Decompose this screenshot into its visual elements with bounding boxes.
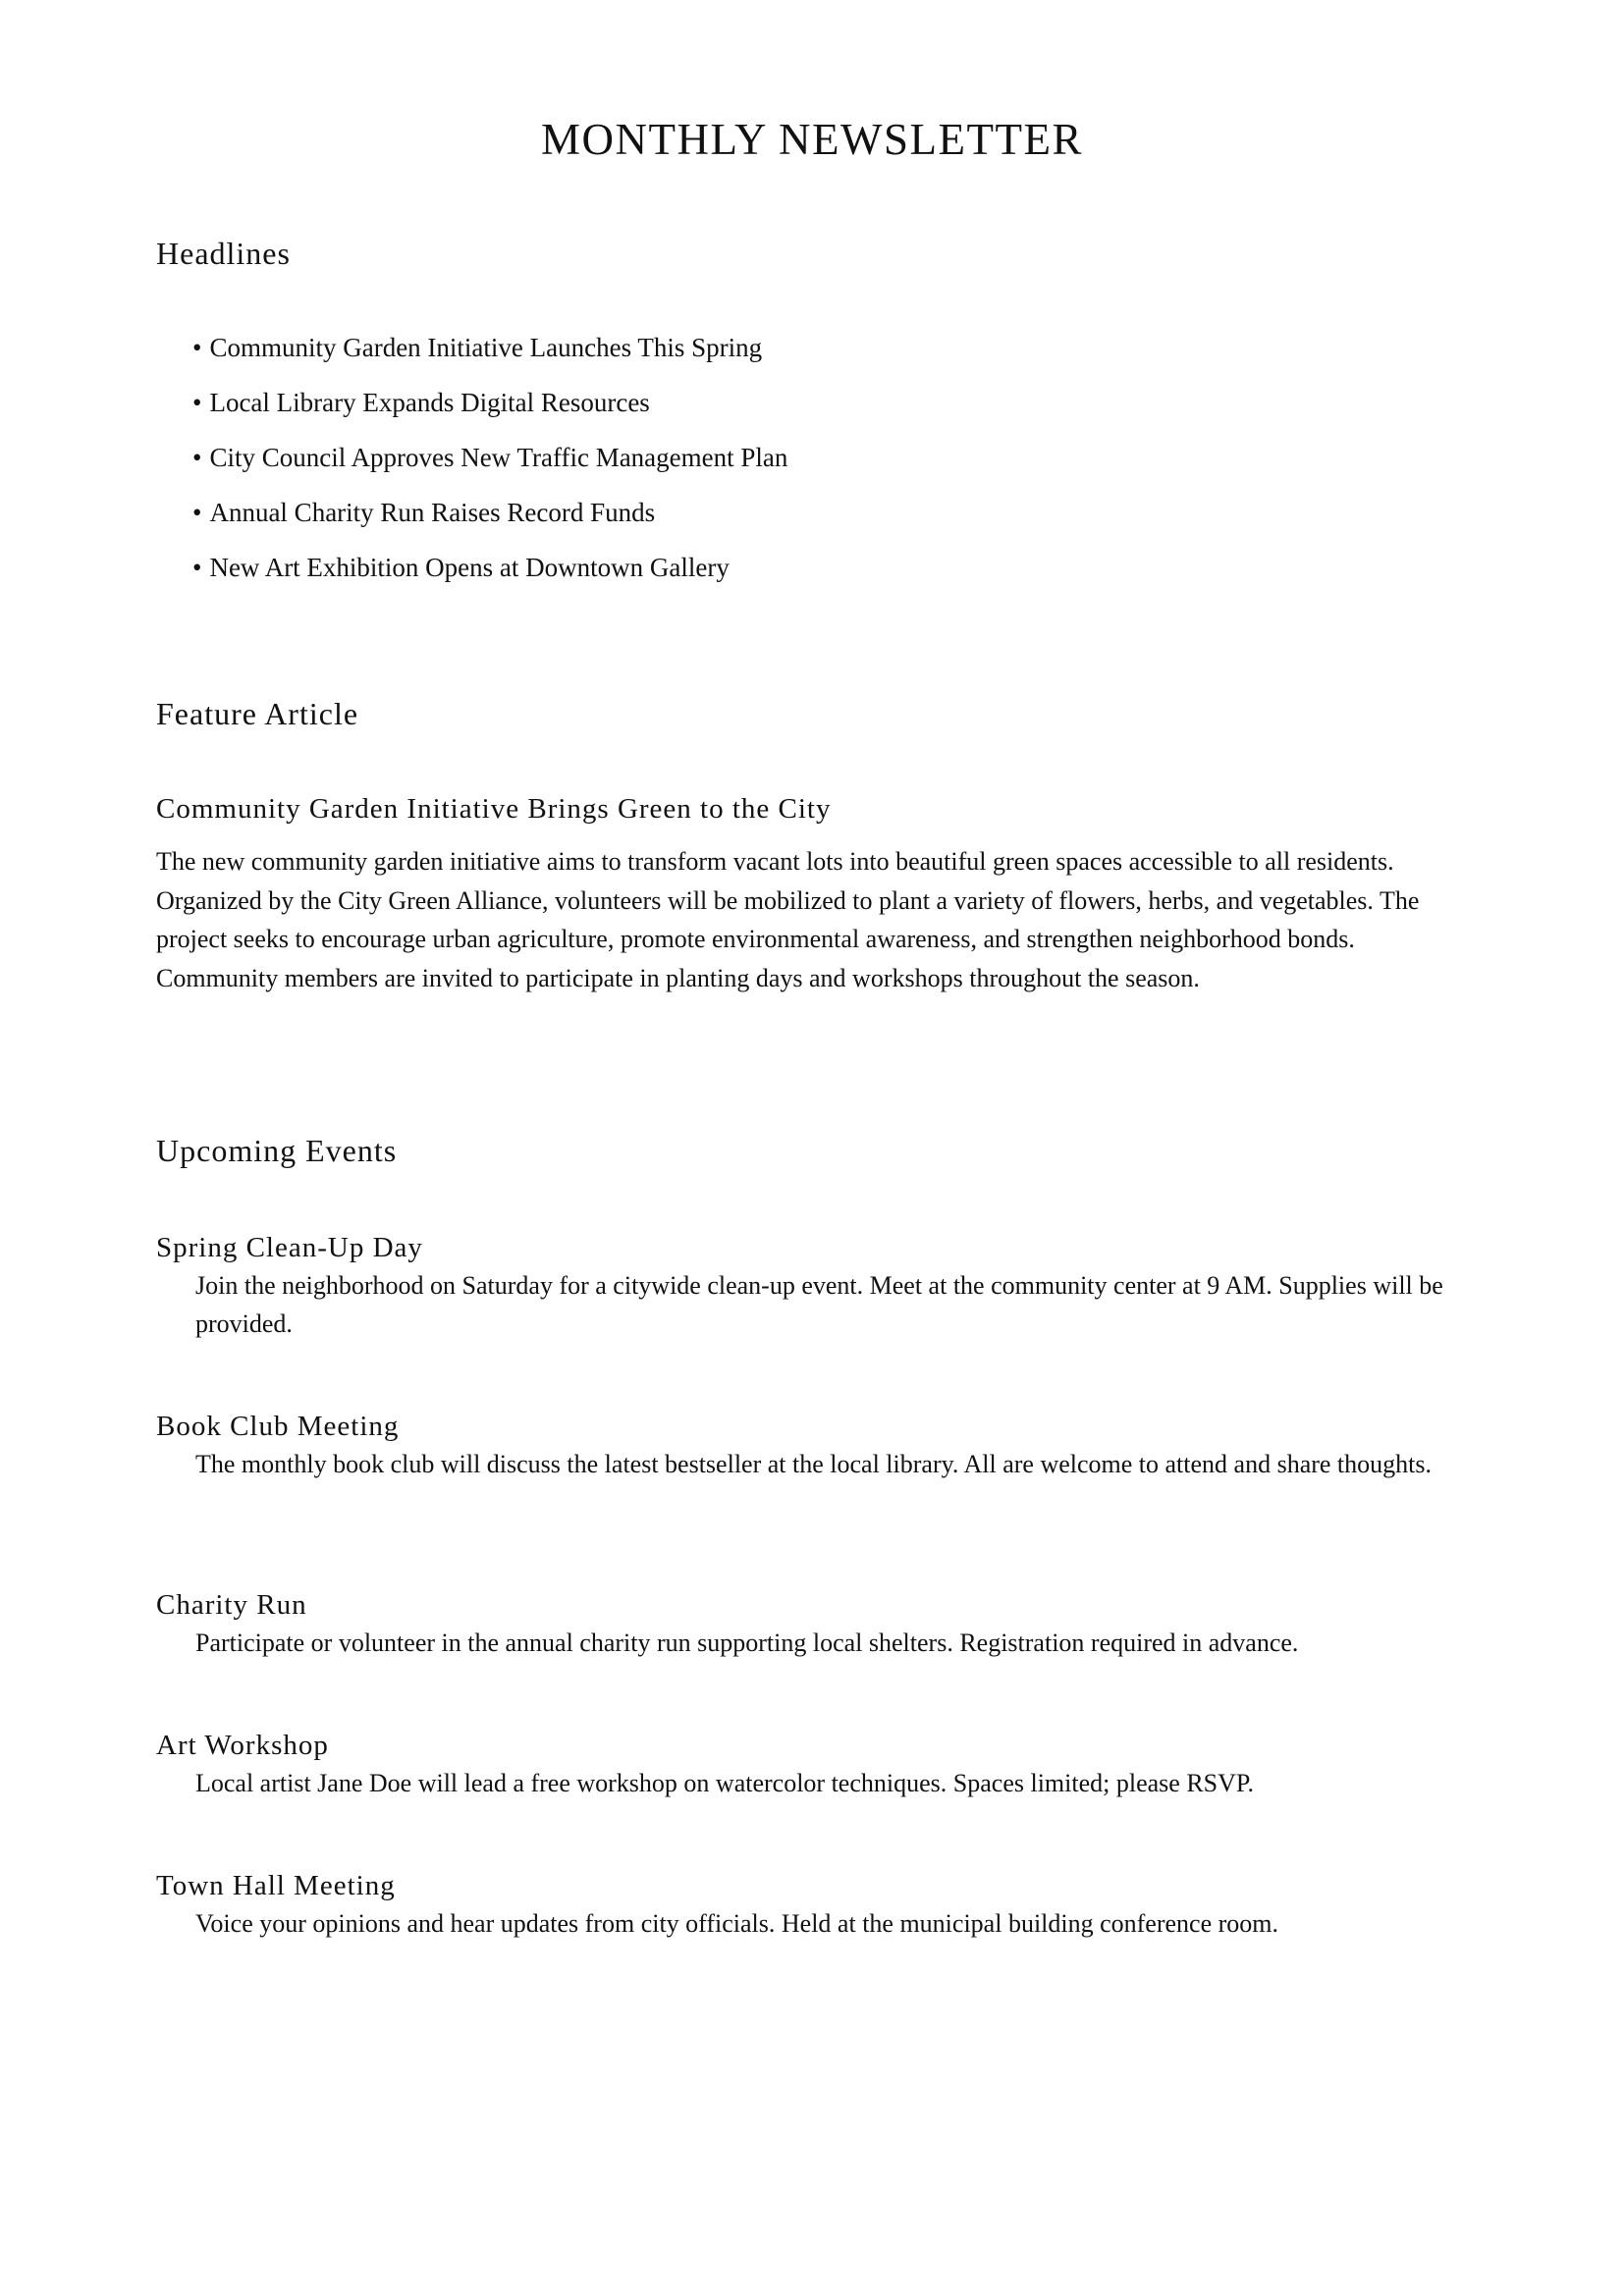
- event-item: [156, 1867, 1482, 1943]
- headline-item: [192, 330, 787, 385]
- event-description: Local artist Jane Doe will lead a free workshop on watercolor techniques. Spaces limited; please RSVP.: [195, 1769, 1254, 1797]
- bullet: •: [192, 333, 202, 362]
- event-description: Voice your opinions and hear updates from city officials. Held at the municipal building conference room.: [195, 1909, 1279, 1938]
- headline-item: [192, 385, 787, 440]
- headline-text: Annual Charity Run Raises Record Funds: [209, 498, 656, 527]
- events-heading: Upcoming Events: [156, 1133, 398, 1168]
- bullet: •: [192, 553, 202, 582]
- headline-item: [192, 495, 787, 550]
- headline-item: [192, 550, 787, 605]
- headline-item: [192, 440, 787, 495]
- event-item: [156, 1586, 1482, 1662]
- bullet: •: [192, 388, 202, 417]
- bullet: •: [192, 443, 202, 472]
- page-title: MONTHLY NEWSLETTER: [541, 115, 1083, 164]
- headlines-list: [192, 330, 787, 605]
- event-name: Town Hall Meeting: [156, 1870, 396, 1901]
- event-item: [156, 1408, 1482, 1483]
- event-item: [156, 1727, 1482, 1802]
- article-title: Community Garden Initiative Brings Green to the City: [156, 793, 832, 825]
- event-name: Art Workshop: [156, 1730, 329, 1761]
- headlines-heading: Headlines: [156, 236, 291, 271]
- headline-text: Local Library Expands Digital Resources: [209, 388, 650, 417]
- headline-text: City Council Approves New Traffic Management Plan: [209, 443, 788, 472]
- event-name: Book Club Meeting: [156, 1411, 400, 1442]
- event-item: [156, 1229, 1482, 1343]
- article-body: The new community garden initiative aims to transform vacant lots into beautiful green spaces accessible to all residents. Organized by the City Green Alliance, volunteers will be mobilized to plant a variety of flowers, herbs, and vegetables. The project seeks to encourage urban agriculture, promote environmental awareness, and strengthen neighborhood bonds. Community members are invited to participate in planting days and workshops throughout the season.: [156, 847, 1420, 992]
- event-description: The monthly book club will discuss the latest bestseller at the local library. All are welcome to attend and share thoughts.: [195, 1450, 1432, 1478]
- event-description: Participate or volunteer in the annual charity run supporting local shelters. Registration required in advance.: [195, 1629, 1299, 1657]
- event-name: Charity Run: [156, 1589, 307, 1621]
- headline-text: Community Garden Initiative Launches This Spring: [209, 333, 763, 362]
- event-name: Spring Clean-Up Day: [156, 1232, 423, 1263]
- feature-heading: Feature Article: [156, 696, 359, 731]
- event-description: Join the neighborhood on Saturday for a citywide clean-up event. Meet at the community center at 9 AM. Supplies will be provided.: [195, 1271, 1443, 1338]
- bullet: •: [192, 498, 202, 527]
- headline-text: New Art Exhibition Opens at Downtown Gallery: [209, 553, 730, 582]
